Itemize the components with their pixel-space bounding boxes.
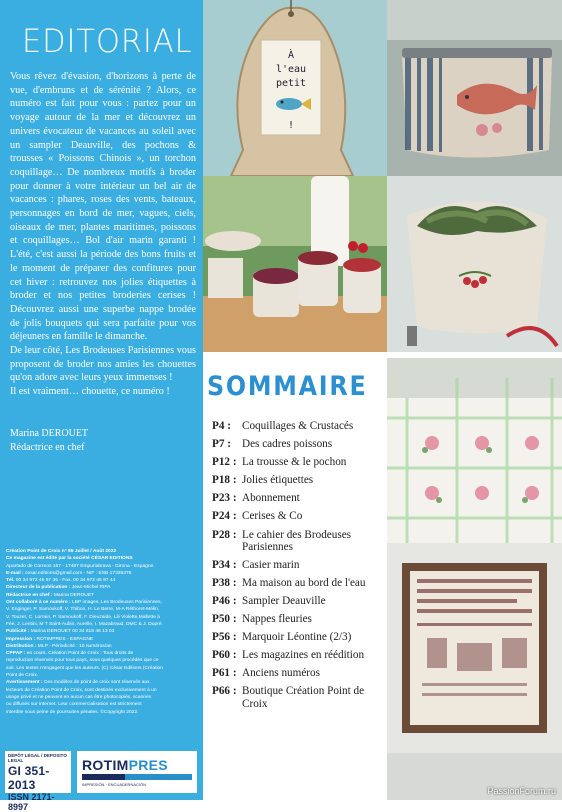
sommaire-item[interactable] (212, 685, 387, 710)
colophon-line: reproduction réservés pour tous pays, sous quelques procédés que ce (6, 658, 159, 664)
photo-jam-jars (203, 176, 387, 352)
colophon-line: Rédactrice en chef : Marina DEROUET (6, 592, 95, 598)
printer-name: ROTIMPRES (82, 757, 168, 773)
colophon-line: Création Point de Croix n° 95 Juillet / Août 2022 (6, 549, 117, 554)
photo-fish-frame (203, 0, 387, 176)
sommaire-page-number: P60 : (212, 649, 237, 662)
sommaire-page-number: P66 : (212, 685, 237, 698)
sommaire-page-number: P24 : (212, 510, 237, 523)
depot-gi: GI 351-2013 (8, 764, 50, 792)
photo-tablecloth (387, 358, 562, 543)
editorial-paragraph-1: Vous rêvez d'évasion, d'horizons à perte de vue, d'embruns et de sérénité ? Alors, ce numéro est fait pour vous : partez pour un voyage autour de la mer et découvrez un univers évocateur de vacances au soleil avec un sampler Deauville, des pochons & trousses « Poissons Chinois », un torchon coquillage… De nombreux motifs à broder pour donner à votre intérieur un bel air de vacances : phares, roses des vents, bateaux, personnages en bord de mer, vagues, ciels, oiseaux de mer, plantes maritimes, poissons et coquillages… Bol d'air marin garanti ! L'été, c'est aussi la période des bons fruits et le moment de préparer des confitures pour cet hiver : retrouvez nos jolies étiquettes à broder et nos petites broderies cerises ! Découvrez aussi une superbe nappe brodée de jolis bouquets qui sera parfaite pour vos déjeuners en famille le dimanche. (10, 71, 196, 343)
sommaire-item-label: Coquillages & Crustacés (242, 420, 354, 432)
sommaire-page-number: P50 : (212, 612, 237, 625)
colophon-line: ou diffusés sur internet. Leur commercialisation est strictement (6, 702, 142, 708)
colophon-line: E-mail : cesar.editions@gmail.com - NIF : ESB 17335378 (6, 570, 132, 576)
colophon-line: Publicité : Marina DEROUET 00 34 618 46 13 03 (6, 629, 115, 635)
colophon-line: Ont collaboré à ce numéro : LBP images, Les Brodeuses Parisiennes, (6, 600, 162, 606)
sommaire-item-label: Jolies étiquettes (242, 474, 314, 487)
colophon-line: Avertissement : Ces modèles de point de croix sont réservés aux (6, 680, 150, 686)
sommaire-item[interactable] (212, 510, 387, 523)
sommaire-item-label: Anciens numéros (242, 667, 320, 680)
sommaire-page-number: P28 : (212, 528, 237, 541)
sommaire-page-number: P12 : (212, 456, 237, 469)
sommaire-item[interactable] (212, 613, 387, 626)
colophon-line: Apartado de Correos 167 - 17487 Empuriabrava - Girona - Espagne. (6, 563, 155, 569)
sommaire-page-number: P46 : (212, 594, 237, 607)
sommaire-item-label: Boutique Création Point de Croix (242, 685, 365, 710)
author-role: Rédactrice en chef (10, 442, 85, 453)
depot-label: DÉPÔT LÉGAL / DEPOSITO LEGAL (8, 753, 67, 763)
sommaire-page-number: P34 : (212, 558, 237, 571)
colophon (6, 548, 200, 716)
photo-sampler (387, 543, 562, 800)
sommaire-item[interactable] (212, 492, 387, 505)
sommaire-item[interactable] (212, 474, 387, 487)
editorial-title: EDITORIAL (22, 22, 193, 60)
photo-pouch (387, 0, 562, 176)
sommaire-item[interactable] (212, 438, 387, 451)
fish-text-3: petit (275, 78, 307, 89)
colophon-line: interdite sous peine de poursuites pénales. ©Copyright 2022. (6, 709, 139, 715)
editorial-text (10, 70, 196, 399)
sommaire-item-label: Sampler Deauville (242, 594, 326, 607)
colophon-line: lecteurs de Création Point de Croix, sont destinés exclusivement à un (6, 687, 157, 693)
sommaire-item[interactable] (212, 649, 387, 662)
colophon-line: V. Enginger, P. Samoukoff, V. Thibon, H. Le Berre, M-A Réthoret-Mélin, (6, 607, 160, 613)
colophon-line: Ce magazine est édité par la société CÉSAR EDITIONS (6, 556, 133, 562)
sommaire-item-label: Des cadres poissons (242, 438, 333, 451)
author-name: Marina DEROUET (10, 428, 89, 439)
sommaire-item-label: La trousse & le pochon (242, 456, 347, 469)
sommaire-item[interactable] (212, 631, 387, 644)
sommaire-item-label: Abonnement (242, 492, 300, 505)
editorial-paragraph-2: De leur côté, Les Brodeuses Parisiennes vous proposent de broder nos amies les chouettes qu'on adore avec leurs yeux immenses ! (10, 345, 196, 384)
sommaire-item[interactable] (212, 577, 387, 590)
printer-tagline: IMPRESIÓN · ENCUADERNACIÓN (82, 782, 147, 787)
colophon-line: Point de Croix. (6, 673, 39, 679)
depot-issn: ISSN 2171-8997 (8, 792, 55, 812)
watermark: PassionForum.ru (487, 786, 556, 796)
colophon-line: Impression : ROTIMPRES - ESPAGNE (6, 636, 94, 642)
colophon-line: Fée, J. Lentini, M T Saint-Aubin, Aurelle, I. Mazabraud, DMC & J. Dupré. (6, 621, 163, 627)
colophon-line: Tél. 00 34 972 45 97 36 - Fax. 00 34 972 45 97 44 (6, 578, 116, 584)
editorial-paragraph-3: Il est vraiment… chouette, ce numéro ! (10, 386, 170, 398)
sommaire-page-number: P56 : (212, 630, 237, 643)
colophon-line: Distribution : MLP - Périodicité : 10 numéros/an (6, 643, 112, 649)
sommaire-item-label: Le cahier des Brodeuses Parisiennes (242, 528, 352, 554)
fish-text-4: ! (287, 120, 295, 131)
sommaire-item[interactable] (212, 420, 387, 433)
sommaire-item-label: Marquoir Léontine (2/3) (242, 630, 352, 643)
fish-text-1: À (287, 50, 295, 61)
colophon-line: V. Touzet, C. Lorrain, P. Samoukoff, F. Dieuzaide, Lili Violette,Mallette à (6, 614, 160, 620)
sommaire-item-label: Les magazines en réédition (242, 649, 365, 662)
colophon-line: soit. Les textes n'engagent que les auteurs. (C) César Editions (Création (6, 665, 163, 671)
sommaire-page-number: P7 : (212, 438, 231, 451)
sommaire-item[interactable] (212, 667, 387, 680)
sommaire-item-label: Casier marin (242, 558, 300, 571)
sommaire-page-number: P61 : (212, 667, 237, 680)
sommaire-item-label: Nappes fleuries (242, 612, 312, 625)
colophon-line: usage privé et ne peuvent en aucun cas être photocopiés, scannés (6, 694, 152, 700)
editorial-signature (10, 427, 88, 455)
depot-legal-box (5, 751, 71, 812)
legal-footer (5, 751, 201, 812)
sommaire-item-label: Cerises & Co (242, 510, 303, 523)
fish-text-2: l'eau (275, 64, 307, 75)
sommaire-page-number: P18 : (212, 474, 237, 487)
sommaire-item[interactable] (212, 529, 387, 554)
sommaire-list (212, 420, 387, 715)
editorial-column (0, 0, 203, 812)
sommaire-page-number: P23 : (212, 492, 237, 505)
printer-logo (77, 751, 197, 793)
photo-basket (387, 176, 562, 352)
colophon-line: CPPAP : en cours. Création Point de Croix : Tous droits de (6, 651, 134, 657)
sommaire-page-number: P38 : (212, 576, 237, 589)
sommaire-page-number: P4 : (212, 420, 231, 432)
sommaire-item[interactable] (212, 595, 387, 608)
colophon-line: Directeur de la publication : Jean-Michel RIPA (6, 585, 111, 591)
sommaire-item[interactable] (212, 456, 387, 469)
sommaire-item[interactable] (212, 559, 387, 572)
sommaire-item-label: Ma maison au bord de l'eau (242, 576, 366, 589)
sommaire-title: SOMMAIRE (207, 371, 368, 402)
